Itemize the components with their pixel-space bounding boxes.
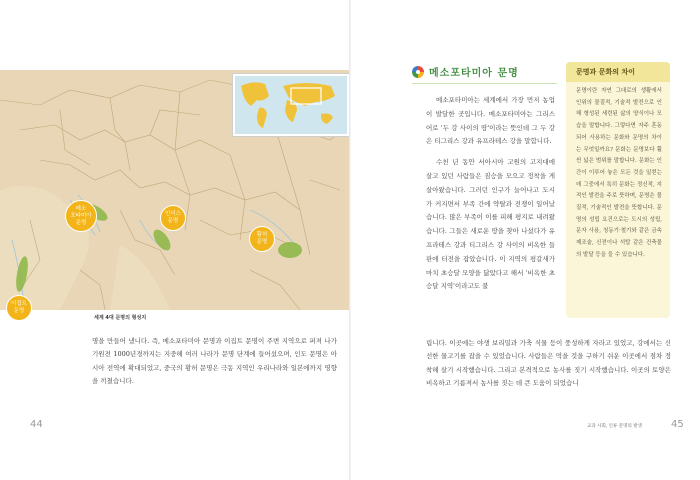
right-paragraph-2: 수천 년 동안 서아시아 고원의 고지대에 살고 있던 사람들은 짐승을 모으고 정착을 게 살아왔습니다. 그러던 인구가 늘어나고 도시가 커지면서 부족 간에 약탈과 전쟁이 일어났습니다. 많은 부족이 이를 피해 평지로 내려왔습니다. 그들은 새로운 땅을 찾아 나섰다가 유프라테스 강과 티그리스 강 사이의 비옥한 들판에 터전을 잡았습니다. 이 지역의 평갈새가 마치 초승달 모양을 닮았다고 해서 '비옥한 초승달 지역'이라고도 불 [426, 158, 555, 291]
section-heading [412, 64, 519, 79]
label-mesopotamia: 메소 포타미아 문명 [65, 200, 97, 232]
right-wide-paragraph: 립니다. 이곳에는 야생 보리밀과 가축 식물 등이 풍성하게 자라고 있었고, 강에서는 신선한 물고기를 잡을 수 있었습니다. 사람들은 먹을 것을 구하기 쉬운 이곳에서 점차 정착해 살기 시작했습니다. 그리고 본격적으로 농사를 짓기 시작했습니다. 이곳의 토양은 비옥하고 기름져서 농사를 짓는 데 큰 도움이 되었습니 [426, 339, 671, 388]
label-indus: 인더스 문명 [160, 205, 186, 231]
sidebar-body: 문명이란 자연 그대로의 생활에서 인위의 물질적, 기술적 발전으로 인해 형성된 세련된 삶의 양식이나 모습을 말합니다. 그렇다면 자주 혼동되어 사용하는 문화와 문명의 차이는 무엇일까요? 문화는 문명보다 훨씬 넓은 범위를 말합니다. 문화는 인간이 이루어 놓은 모든 것을 일컫는데 그중에서 특히 문화는 정신적, 지적인 발전을 주로 뜻하며, 문명은 물질적, 기술적인 발전을 뜻합니다. 문명의 성립 요건으로는 도시의 성립, 문자 사용, 청동기·철기와 같은 금속 제조술, 신전이나 석탑 같은 건축물의 발달 등을 들 수 있습니다. [576, 88, 662, 258]
page-number-right: 45 [671, 419, 684, 430]
sidebar-box [566, 62, 670, 318]
heading-rule [412, 83, 557, 84]
world-inset-map [233, 74, 349, 136]
pinwheel-icon [412, 66, 424, 78]
label-huangho: 황허 문명 [249, 226, 275, 252]
right-body-text [426, 94, 555, 301]
running-footer: 교과 사회, 인류 문명의 발생 [587, 424, 642, 429]
world-map-graphic [235, 76, 347, 134]
right-paragraph-1: 메소포타미아는 세계에서 가장 먼저 농업이 발달한 곳입니다. 메소포타미아는 그리스어로 '두 강 사이의 땅'이라는 뜻인데 그 두 강은 티그리스 강과 유프라테스 강을 말합니다. [426, 96, 555, 146]
left-paragraph: 명을 만들어 냈니다. 즉, 메소포타미아 문명과 이집트 문명이 주변 지역으로 퍼져 나가 기원전 1000년경까지는 지중해 여러 나라가 문명 단계에 들어섰으며, 인도 문명은 아시아 전역에 확대되었고, 중국의 황허 문명은 극동 지역인 우리나라와 일본에까지 영향을 끼쳤습니다. [92, 337, 337, 386]
section-title: 메소포타미아 문명 [429, 68, 519, 79]
left-body-text [92, 335, 337, 389]
page-gutter [349, 0, 351, 480]
sidebar-title: 문명과 문화의 차이 [566, 62, 670, 82]
right-wide-text [426, 337, 671, 391]
map-caption: 세계 4대 문명의 형성지 [94, 315, 147, 321]
page-number-left: 44 [30, 419, 43, 430]
label-egypt: 이집트 문명 [6, 295, 32, 321]
